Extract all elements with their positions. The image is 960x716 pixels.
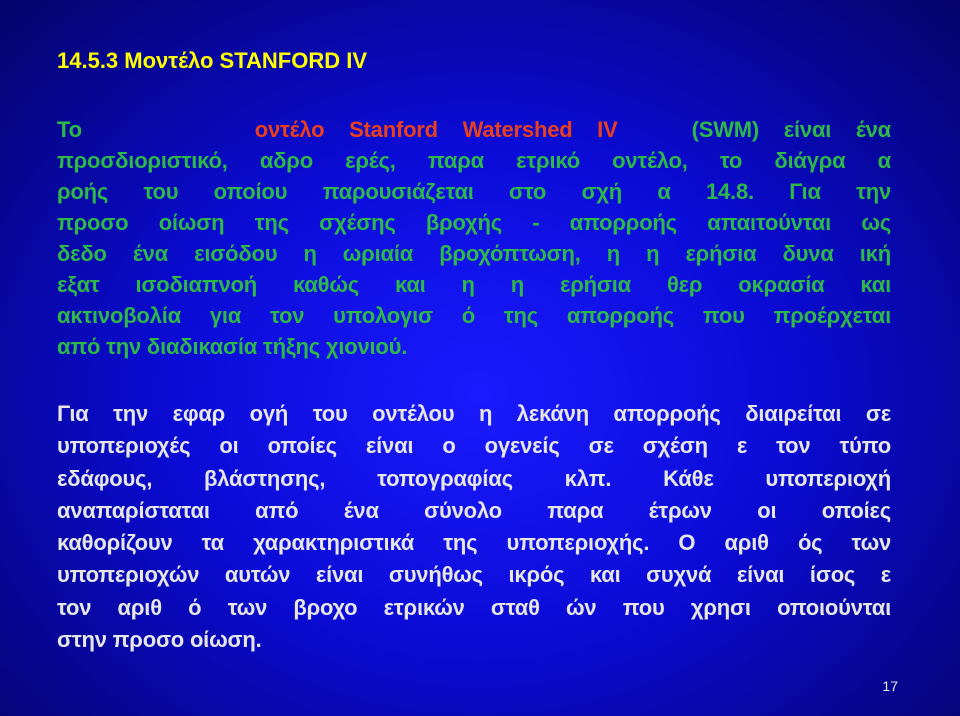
paragraph-line: αναπαρίσταται από ένα σύνολο παρα έτρων οι οποίες xyxy=(57,497,891,523)
slide-title: 14.5.3 Μοντέλο STANFORD IV xyxy=(57,48,368,73)
paragraph-line: προσδιοριστικό, αδρο ερές, παρα ετρικό οντέλο, το διάγρα α xyxy=(57,148,891,173)
paragraph-line: Για την εφαρ ογή του οντέλου η λεκάνη απορροής διαιρείται σε xyxy=(57,401,891,426)
paragraph-line: υποπεριοχών αυτών είναι συνήθως ικρός και συχνά είναι ίσος ε xyxy=(57,562,891,588)
paragraph-line: προσο οίωση της σχέσης βροχής - απορροής απαιτούνται ως xyxy=(57,210,891,235)
paragraph-line: εξατ ισοδιαπνοή καθώς και η η ερήσια θερ οκρασία και xyxy=(57,272,891,297)
paragraph-line: από την διαδικασία τήξης χιονιού. xyxy=(57,334,408,359)
paragraph-line: ροής του οποίου παρουσιάζεται στο σχή α 14.8. Για την xyxy=(57,179,891,204)
paragraph-line: υποπεριοχές οι οποίες είναι ο ογενείς σε σχέση ε τον τύπο xyxy=(57,433,891,459)
text-segment: (SWM) είναι ένα xyxy=(691,117,891,142)
paragraph-swm-description xyxy=(57,114,891,362)
text-segment: Το xyxy=(57,117,82,142)
model-name-highlight: οντέλο Stanford Watershed IV xyxy=(254,117,618,142)
paragraph-line xyxy=(57,114,891,145)
paragraph-subbasin-description xyxy=(57,398,891,656)
paragraph-line: τον αριθ ό των βροχο ετρικών σταθ ών που χρησι οποιούνται xyxy=(57,594,891,620)
paragraph-line: δεδο ένα εισόδου η ωριαία βροχόπτωση, η η ερήσια δυνα ική xyxy=(57,241,891,266)
paragraph-line: στην προσο οίωση. xyxy=(57,627,262,653)
paragraph-line: ακτινοβολία για τον υπολογισ ό της απορροής που προέρχεται xyxy=(57,303,891,328)
page-number: 17 xyxy=(882,678,898,694)
paragraph-line: εδάφους, βλάστησης, τοπογραφίας κλπ. Κάθε υποπεριοχή xyxy=(57,465,891,491)
paragraph-line: καθορίζουν τα χαρακτηριστικά της υποπεριοχής. Ο αριθ ός των xyxy=(57,530,891,556)
